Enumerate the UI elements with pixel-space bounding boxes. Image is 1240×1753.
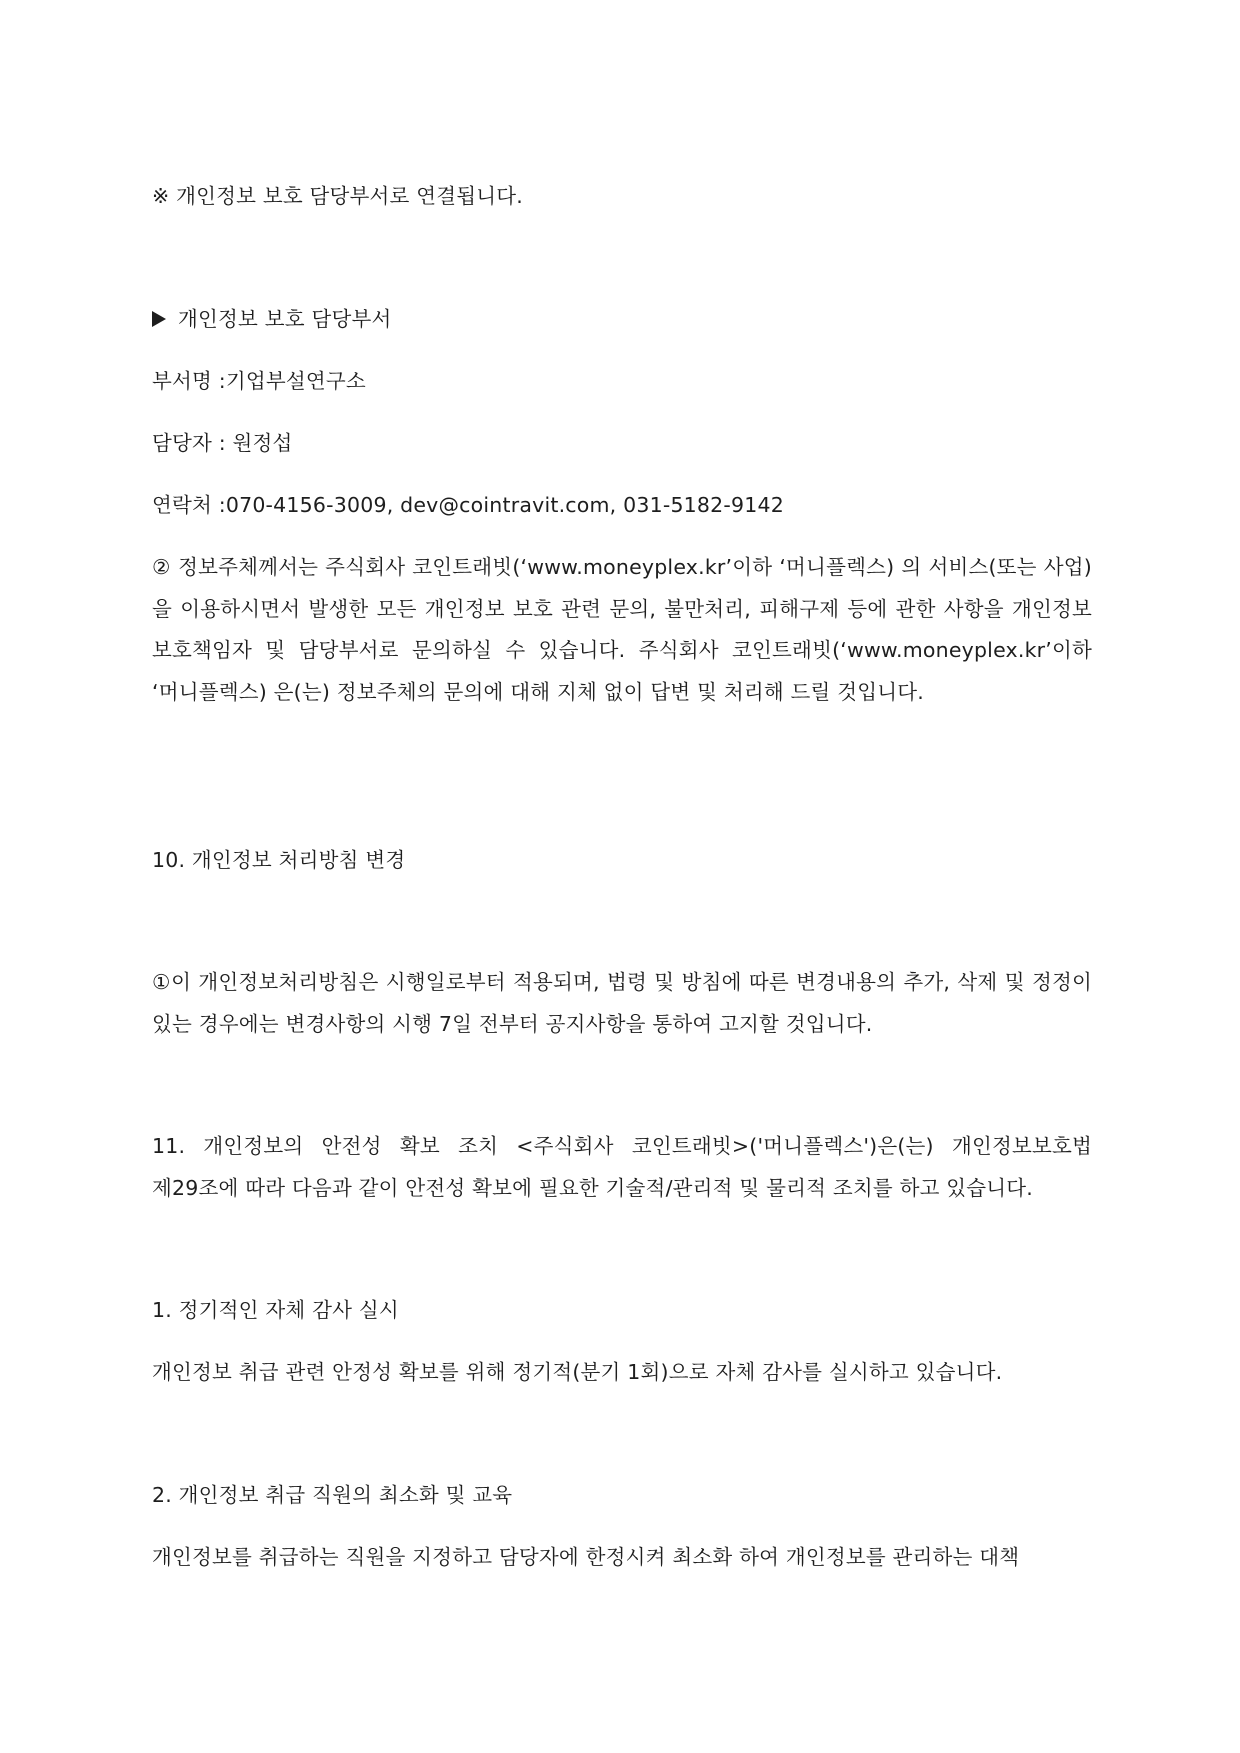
section10-paragraph: ①이 개인정보처리방침은 시행일로부터 적용되며, 법령 및 방침에 따른 변경내용의 추가, 삭제 및 정정이 있는 경우에는 변경사항의 시행 7일 전부터 공지사항을 통하여 고지할 것입니다. [152,970,1092,1036]
triangle-right-icon [152,311,166,327]
department-name: 부서명 :기업부설연구소 [152,369,366,393]
department-heading-line [152,299,1092,340]
connect-note: ※ 개인정보 보호 담당부서로 연결됩니다. [152,184,524,208]
measure-1-title: 1. 정기적인 자체 감사 실시 [152,1298,399,1322]
measure-2-body: 개인정보를 취급하는 직원을 지정하고 담당자에 한정시켜 최소화 하여 개인정보를 관리하는 대책 [152,1545,1020,1569]
department-contact: 연락처 :070-4156-3009, dev@cointravit.com, 031-5182-9142 [152,493,784,517]
measure-1-body: 개인정보 취급 관련 안정성 확보를 위해 정기적(분기 1회)으로 자체 감사를 실시하고 있습니다. [152,1360,1003,1384]
measure-2-title: 2. 개인정보 취급 직원의 최소화 및 교육 [152,1483,513,1507]
inquiry-paragraph: ② 정보주체께서는 주식회사 코인트래빗(‘www.moneyplex.kr’이하 ‘머니플렉스) 의 서비스(또는 사업)을 이용하시면서 발생한 모든 개인정보 보호 관련 문의, 불만처리, 피해구제 등에 관한 사항을 개인정보 보호책임자 및 담당부서로 문의하실 수 있습니다. 주식회사 코인트래빗(‘www.moneyplex.kr’이하 ‘머니플렉스) 은(는) 정보주체의 문의에 대해 지체 없이 답변 및 처리해 드릴 것입니다. [152,555,1092,704]
section10-heading: 10. 개인정보 처리방침 변경 [152,848,406,872]
department-manager: 담당자 : 원정섭 [152,431,293,455]
department-heading: 개인정보 보호 담당부서 [178,307,392,331]
section11-paragraph: 11. 개인정보의 안전성 확보 조치 <주식회사 코인트래빗>('머니플렉스')은(는) 개인정보보호법 제29조에 따라 다음과 같이 안전성 확보에 필요한 기술적/관리적 및 물리적 조치를 하고 있습니다. [152,1134,1092,1200]
